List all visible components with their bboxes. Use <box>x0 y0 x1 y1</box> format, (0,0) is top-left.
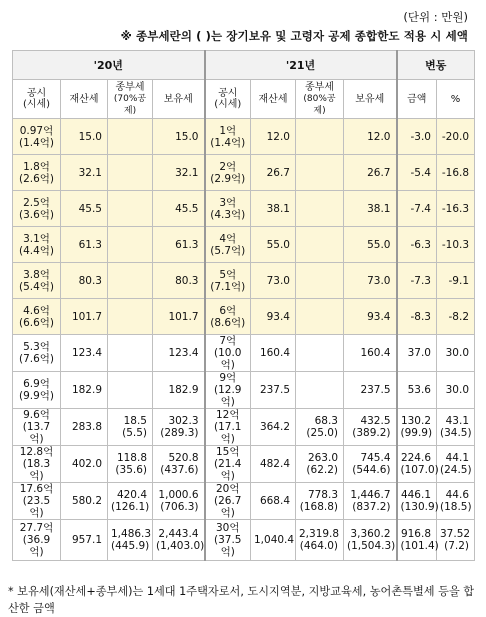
property-tax-2020-cell: 123.4 <box>61 335 108 372</box>
table-row <box>13 372 475 409</box>
property-tax-2020-cell: 182.9 <box>61 372 108 409</box>
price-2020-cell: 6.9억 (9.9억) <box>13 372 61 409</box>
comp-tax-2020-cell: 420.4 (126.1) <box>108 483 153 520</box>
price-2020-cell: 5.3억 (7.6억) <box>13 335 61 372</box>
comp-tax-2021-cell <box>296 227 344 263</box>
comp-tax-2020-cell <box>108 191 153 227</box>
change-amount-cell: 916.8 (101.4) <box>397 520 437 561</box>
change-amount-cell: -3.0 <box>397 119 437 155</box>
change-percent-cell: 30.0 <box>437 372 475 409</box>
table-body <box>13 119 475 561</box>
holding-tax-2020-cell: 182.9 <box>153 372 205 409</box>
holding-tax-2020-cell: 2,443.4 (1,403.0) <box>153 520 205 561</box>
holding-tax-2020-cell: 1,000.6 (706.3) <box>153 483 205 520</box>
holding-tax-2020-cell: 15.0 <box>153 119 205 155</box>
change-amount-cell: -8.3 <box>397 299 437 335</box>
price-col-2020: 공시 (시세) <box>13 80 61 119</box>
table-row <box>13 446 475 483</box>
property-tax-2021-cell: 482.4 <box>251 446 296 483</box>
price-2021-cell: 20억 (26.7억) <box>205 483 251 520</box>
holding-tax-2021-cell: 1,446.7 (837.2) <box>344 483 397 520</box>
holding-tax-col-2021: 보유세 <box>344 80 397 119</box>
change-amount-cell: 446.1 (130.9) <box>397 483 437 520</box>
comp-tax-2021-cell <box>296 263 344 299</box>
comp-tax-2021-cell <box>296 155 344 191</box>
comp-tax-2021-cell: 68.3 (25.0) <box>296 409 344 446</box>
unit-label: (단위 : 만원) <box>403 10 468 24</box>
change-percent-cell: -10.3 <box>437 227 475 263</box>
holding-tax-2021-cell: 93.4 <box>344 299 397 335</box>
price-2021-cell: 15억 (21.4억) <box>205 446 251 483</box>
holding-tax-2020-cell: 520.8 (437.6) <box>153 446 205 483</box>
comp-tax-2020-cell: 18.5 (5.5) <box>108 409 153 446</box>
holding-tax-2021-cell: 3,360.2 (1,504.3) <box>344 520 397 561</box>
year-2020-header: '20년 <box>13 51 205 80</box>
comp-tax-2021-cell: 778.3 (168.8) <box>296 483 344 520</box>
table-row <box>13 299 475 335</box>
table-row <box>13 483 475 520</box>
comp-tax-2020-cell <box>108 155 153 191</box>
price-2020-cell: 9.6억 (13.7억) <box>13 409 61 446</box>
price-2021-cell: 7억 (10.0억) <box>205 335 251 372</box>
price-2021-cell: 4억 (5.7억) <box>205 227 251 263</box>
price-2021-cell: 3억 (4.3억) <box>205 191 251 227</box>
change-percent-cell: -16.8 <box>437 155 475 191</box>
price-2020-cell: 3.1억 (4.4억) <box>13 227 61 263</box>
holding-tax-2021-cell: 237.5 <box>344 372 397 409</box>
property-tax-2021-cell: 93.4 <box>251 299 296 335</box>
table-row <box>13 191 475 227</box>
holding-tax-2020-cell: 61.3 <box>153 227 205 263</box>
comp-tax-2020-cell <box>108 299 153 335</box>
table-row <box>13 263 475 299</box>
price-2021-cell: 6억 (8.6억) <box>205 299 251 335</box>
holding-tax-2021-cell: 55.0 <box>344 227 397 263</box>
holding-tax-2021-cell: 160.4 <box>344 335 397 372</box>
property-tax-2021-cell: 55.0 <box>251 227 296 263</box>
property-tax-2020-cell: 957.1 <box>61 520 108 561</box>
holding-tax-2021-cell: 26.7 <box>344 155 397 191</box>
tax-comparison-table <box>12 50 475 561</box>
percent-col: % <box>437 80 475 119</box>
property-tax-2021-cell: 160.4 <box>251 335 296 372</box>
comp-tax-col-2020: 종부세 (70%공제) <box>108 80 153 119</box>
price-2021-cell: 30억 (37.5억) <box>205 520 251 561</box>
change-percent-cell: 44.6 (18.5) <box>437 483 475 520</box>
property-tax-2021-cell: 73.0 <box>251 263 296 299</box>
comp-tax-2021-cell: 263.0 (62.2) <box>296 446 344 483</box>
change-amount-cell: -5.4 <box>397 155 437 191</box>
comp-tax-2021-cell <box>296 335 344 372</box>
comp-tax-2020-cell <box>108 335 153 372</box>
price-2020-cell: 0.97억 (1.4억) <box>13 119 61 155</box>
holding-tax-2021-cell: 745.4 (544.6) <box>344 446 397 483</box>
price-2021-cell: 12억 (17.1억) <box>205 409 251 446</box>
amount-col: 금액 <box>397 80 437 119</box>
table-row <box>13 227 475 263</box>
property-tax-2021-cell: 237.5 <box>251 372 296 409</box>
holding-tax-2021-cell: 12.0 <box>344 119 397 155</box>
property-tax-2021-cell: 12.0 <box>251 119 296 155</box>
change-percent-cell: -9.1 <box>437 263 475 299</box>
property-tax-2020-cell: 32.1 <box>61 155 108 191</box>
property-tax-2020-cell: 283.8 <box>61 409 108 446</box>
change-amount-cell: -7.3 <box>397 263 437 299</box>
price-2021-cell: 1억 (1.4억) <box>205 119 251 155</box>
year-2021-header: '21년 <box>205 51 397 80</box>
property-tax-2021-cell: 1,040.4 <box>251 520 296 561</box>
holding-tax-2021-cell: 38.1 <box>344 191 397 227</box>
property-tax-2020-cell: 101.7 <box>61 299 108 335</box>
comp-tax-col-2021: 종부세 (80%공제) <box>296 80 344 119</box>
property-tax-col-2020: 재산세 <box>61 80 108 119</box>
comp-tax-2021-cell <box>296 119 344 155</box>
comp-tax-2021-cell <box>296 191 344 227</box>
comp-tax-2021-cell <box>296 372 344 409</box>
comp-tax-2020-cell <box>108 119 153 155</box>
table-note: ※ 종부세란의 ( )는 장기보유 및 고령자 공제 종합한도 적용 시 세액 <box>120 29 468 43</box>
change-percent-cell: 37.52 (7.2) <box>437 520 475 561</box>
comp-tax-2021-cell: 2,319.8 (464.0) <box>296 520 344 561</box>
property-tax-2021-cell: 26.7 <box>251 155 296 191</box>
price-2020-cell: 3.8억 (5.4억) <box>13 263 61 299</box>
holding-tax-2020-cell: 32.1 <box>153 155 205 191</box>
change-amount-cell: 130.2 (99.9) <box>397 409 437 446</box>
table-row <box>13 119 475 155</box>
table-row <box>13 409 475 446</box>
comp-tax-2020-cell: 1,486.3 (445.9) <box>108 520 153 561</box>
price-col-2021: 공시 (시세) <box>205 80 251 119</box>
comp-tax-2020-cell: 118.8 (35.6) <box>108 446 153 483</box>
price-2020-cell: 1.8억 (2.6억) <box>13 155 61 191</box>
comp-tax-2020-cell <box>108 372 153 409</box>
price-2020-cell: 4.6억 (6.6억) <box>13 299 61 335</box>
holding-tax-2020-cell: 80.3 <box>153 263 205 299</box>
property-tax-col-2021: 재산세 <box>251 80 296 119</box>
holding-tax-2020-cell: 101.7 <box>153 299 205 335</box>
holding-tax-col-2020: 보유세 <box>153 80 205 119</box>
price-2020-cell: 17.6억 (23.5억) <box>13 483 61 520</box>
change-header: 변동 <box>397 51 475 80</box>
property-tax-2020-cell: 15.0 <box>61 119 108 155</box>
property-tax-2020-cell: 61.3 <box>61 227 108 263</box>
price-2021-cell: 5억 (7.1억) <box>205 263 251 299</box>
change-amount-cell: 53.6 <box>397 372 437 409</box>
holding-tax-2020-cell: 302.3 (289.3) <box>153 409 205 446</box>
change-percent-cell: -20.0 <box>437 119 475 155</box>
comp-tax-2020-cell <box>108 263 153 299</box>
change-percent-cell: -8.2 <box>437 299 475 335</box>
property-tax-2020-cell: 45.5 <box>61 191 108 227</box>
change-amount-cell: 37.0 <box>397 335 437 372</box>
property-tax-2020-cell: 402.0 <box>61 446 108 483</box>
price-2021-cell: 2억 (2.9억) <box>205 155 251 191</box>
comp-tax-2021-cell <box>296 299 344 335</box>
change-amount-cell: 224.6 (107.0) <box>397 446 437 483</box>
comp-tax-2020-cell <box>108 227 153 263</box>
holding-tax-2020-cell: 123.4 <box>153 335 205 372</box>
holding-tax-2020-cell: 45.5 <box>153 191 205 227</box>
property-tax-2021-cell: 668.4 <box>251 483 296 520</box>
footnote: * 보유세(재산세+종부세)는 1세대 1주택자로서, 도시지역분, 지방교육세, 농어촌특별세 등을 합산한 금액 <box>8 585 475 615</box>
price-2020-cell: 2.5억 (3.6억) <box>13 191 61 227</box>
property-tax-2021-cell: 364.2 <box>251 409 296 446</box>
table-row <box>13 520 475 561</box>
change-percent-cell: 44.1 (24.5) <box>437 446 475 483</box>
property-tax-2020-cell: 80.3 <box>61 263 108 299</box>
change-amount-cell: -7.4 <box>397 191 437 227</box>
property-tax-2021-cell: 38.1 <box>251 191 296 227</box>
table-row <box>13 335 475 372</box>
change-percent-cell: 30.0 <box>437 335 475 372</box>
price-2020-cell: 12.8억 (18.3억) <box>13 446 61 483</box>
property-tax-2020-cell: 580.2 <box>61 483 108 520</box>
change-amount-cell: -6.3 <box>397 227 437 263</box>
change-percent-cell: -16.3 <box>437 191 475 227</box>
change-percent-cell: 43.1 (34.5) <box>437 409 475 446</box>
price-2020-cell: 27.7억 (36.9억) <box>13 520 61 561</box>
holding-tax-2021-cell: 432.5 (389.2) <box>344 409 397 446</box>
price-2021-cell: 9억 (12.9억) <box>205 372 251 409</box>
holding-tax-2021-cell: 73.0 <box>344 263 397 299</box>
table-row <box>13 155 475 191</box>
